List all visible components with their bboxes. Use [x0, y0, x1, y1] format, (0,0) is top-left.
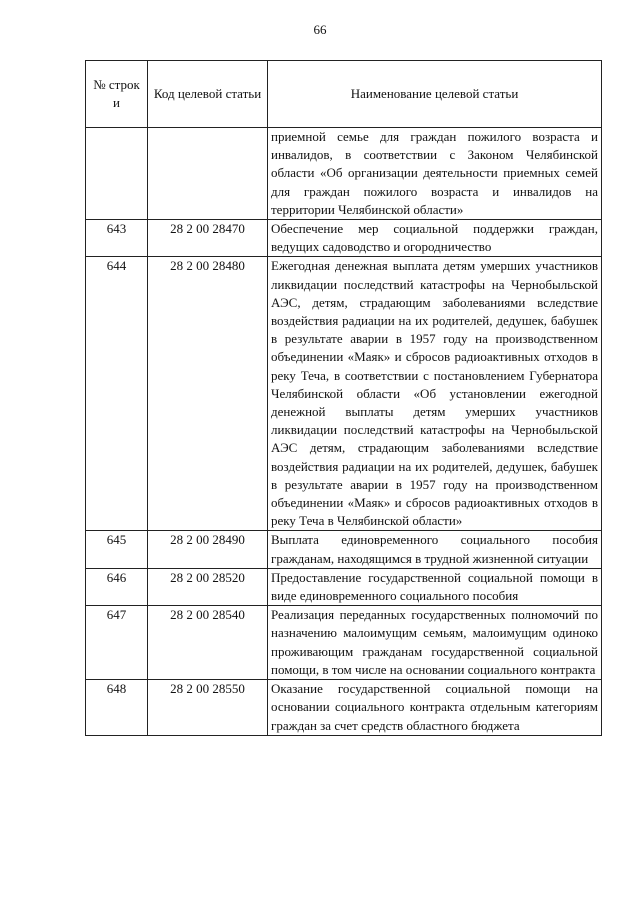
article-name: Предоставление государственной социальной помощи в виде единовременного социального пособия [268, 568, 602, 605]
row-number: 646 [86, 568, 148, 605]
article-name: Реализация переданных государственных полномочий по назначению малоимущим семьям, малоимущим одиноко проживающим гражданам государственной социальной помощи, в том числе на основании социального контракта [268, 606, 602, 680]
article-name: Оказание государственной социальной помощи на основании социального контракта отдельным категориям граждан за счет средств областного бюджета [268, 680, 602, 736]
row-number: 645 [86, 531, 148, 568]
table-row [86, 606, 602, 680]
row-number: 648 [86, 680, 148, 736]
row-number: 647 [86, 606, 148, 680]
table-row [86, 680, 602, 736]
table-row [86, 128, 602, 220]
row-number: 644 [86, 257, 148, 531]
table-row [86, 220, 602, 257]
table-row [86, 531, 602, 568]
article-code: 28 2 00 28480 [148, 257, 268, 531]
table-row [86, 568, 602, 605]
article-name: Ежегодная денежная выплата детям умерших участников ликвидации последствий катастрофы на Чернобыльской АЭС, детям, страдающим заболеваниями вследствие воздействия радиации на их родителей, дедушек, бабушек в результате аварии в 1957 году на производственном объединении «Маяк» и сбросов радиоактивных отходов в реку Теча, в соответствии с постановлением Губернатора Челябинской области «Об установлении ежегодной денежной выплаты детям умерших участников ликвидации последствий катастрофы на Чернобыльской АЭС детям, страдающим заболеваниями вследствие воздействия радиации на их родителей, дедушек, бабушек в результате аварии в 1957 году на производственном объединении «Маяк» и сбросов радиоактивных отходов в реку Теча в Челябинской области» [268, 257, 602, 531]
table-header-row [86, 61, 602, 128]
article-name: Выплата единовременного социального пособия гражданам, находящимся в трудной жизненной ситуации [268, 531, 602, 568]
header-article-name: Наименование целевой статьи [268, 61, 602, 128]
article-code: 28 2 00 28540 [148, 606, 268, 680]
page-number: 66 [313, 22, 327, 37]
article-code: 28 2 00 28490 [148, 531, 268, 568]
row-number: 643 [86, 220, 148, 257]
header-article-code: Код целевой статьи [148, 61, 268, 128]
table-row [86, 257, 602, 531]
header-row-number: № строк и [86, 61, 148, 128]
article-code: 28 2 00 28550 [148, 680, 268, 736]
article-name: Обеспечение мер социальной поддержки граждан, ведущих садоводство и огородничество [268, 220, 602, 257]
article-name: приемной семье для граждан пожилого возраста и инвалидов, в соответствии с Законом Челябинской области «Об организации деятельности приемных семей для граждан пожилого возраста и инвалидов на территории Челябинской области» [268, 128, 602, 220]
target-articles-table [85, 60, 602, 736]
row-number [86, 128, 148, 220]
article-code [148, 128, 268, 220]
article-code: 28 2 00 28470 [148, 220, 268, 257]
article-code: 28 2 00 28520 [148, 568, 268, 605]
